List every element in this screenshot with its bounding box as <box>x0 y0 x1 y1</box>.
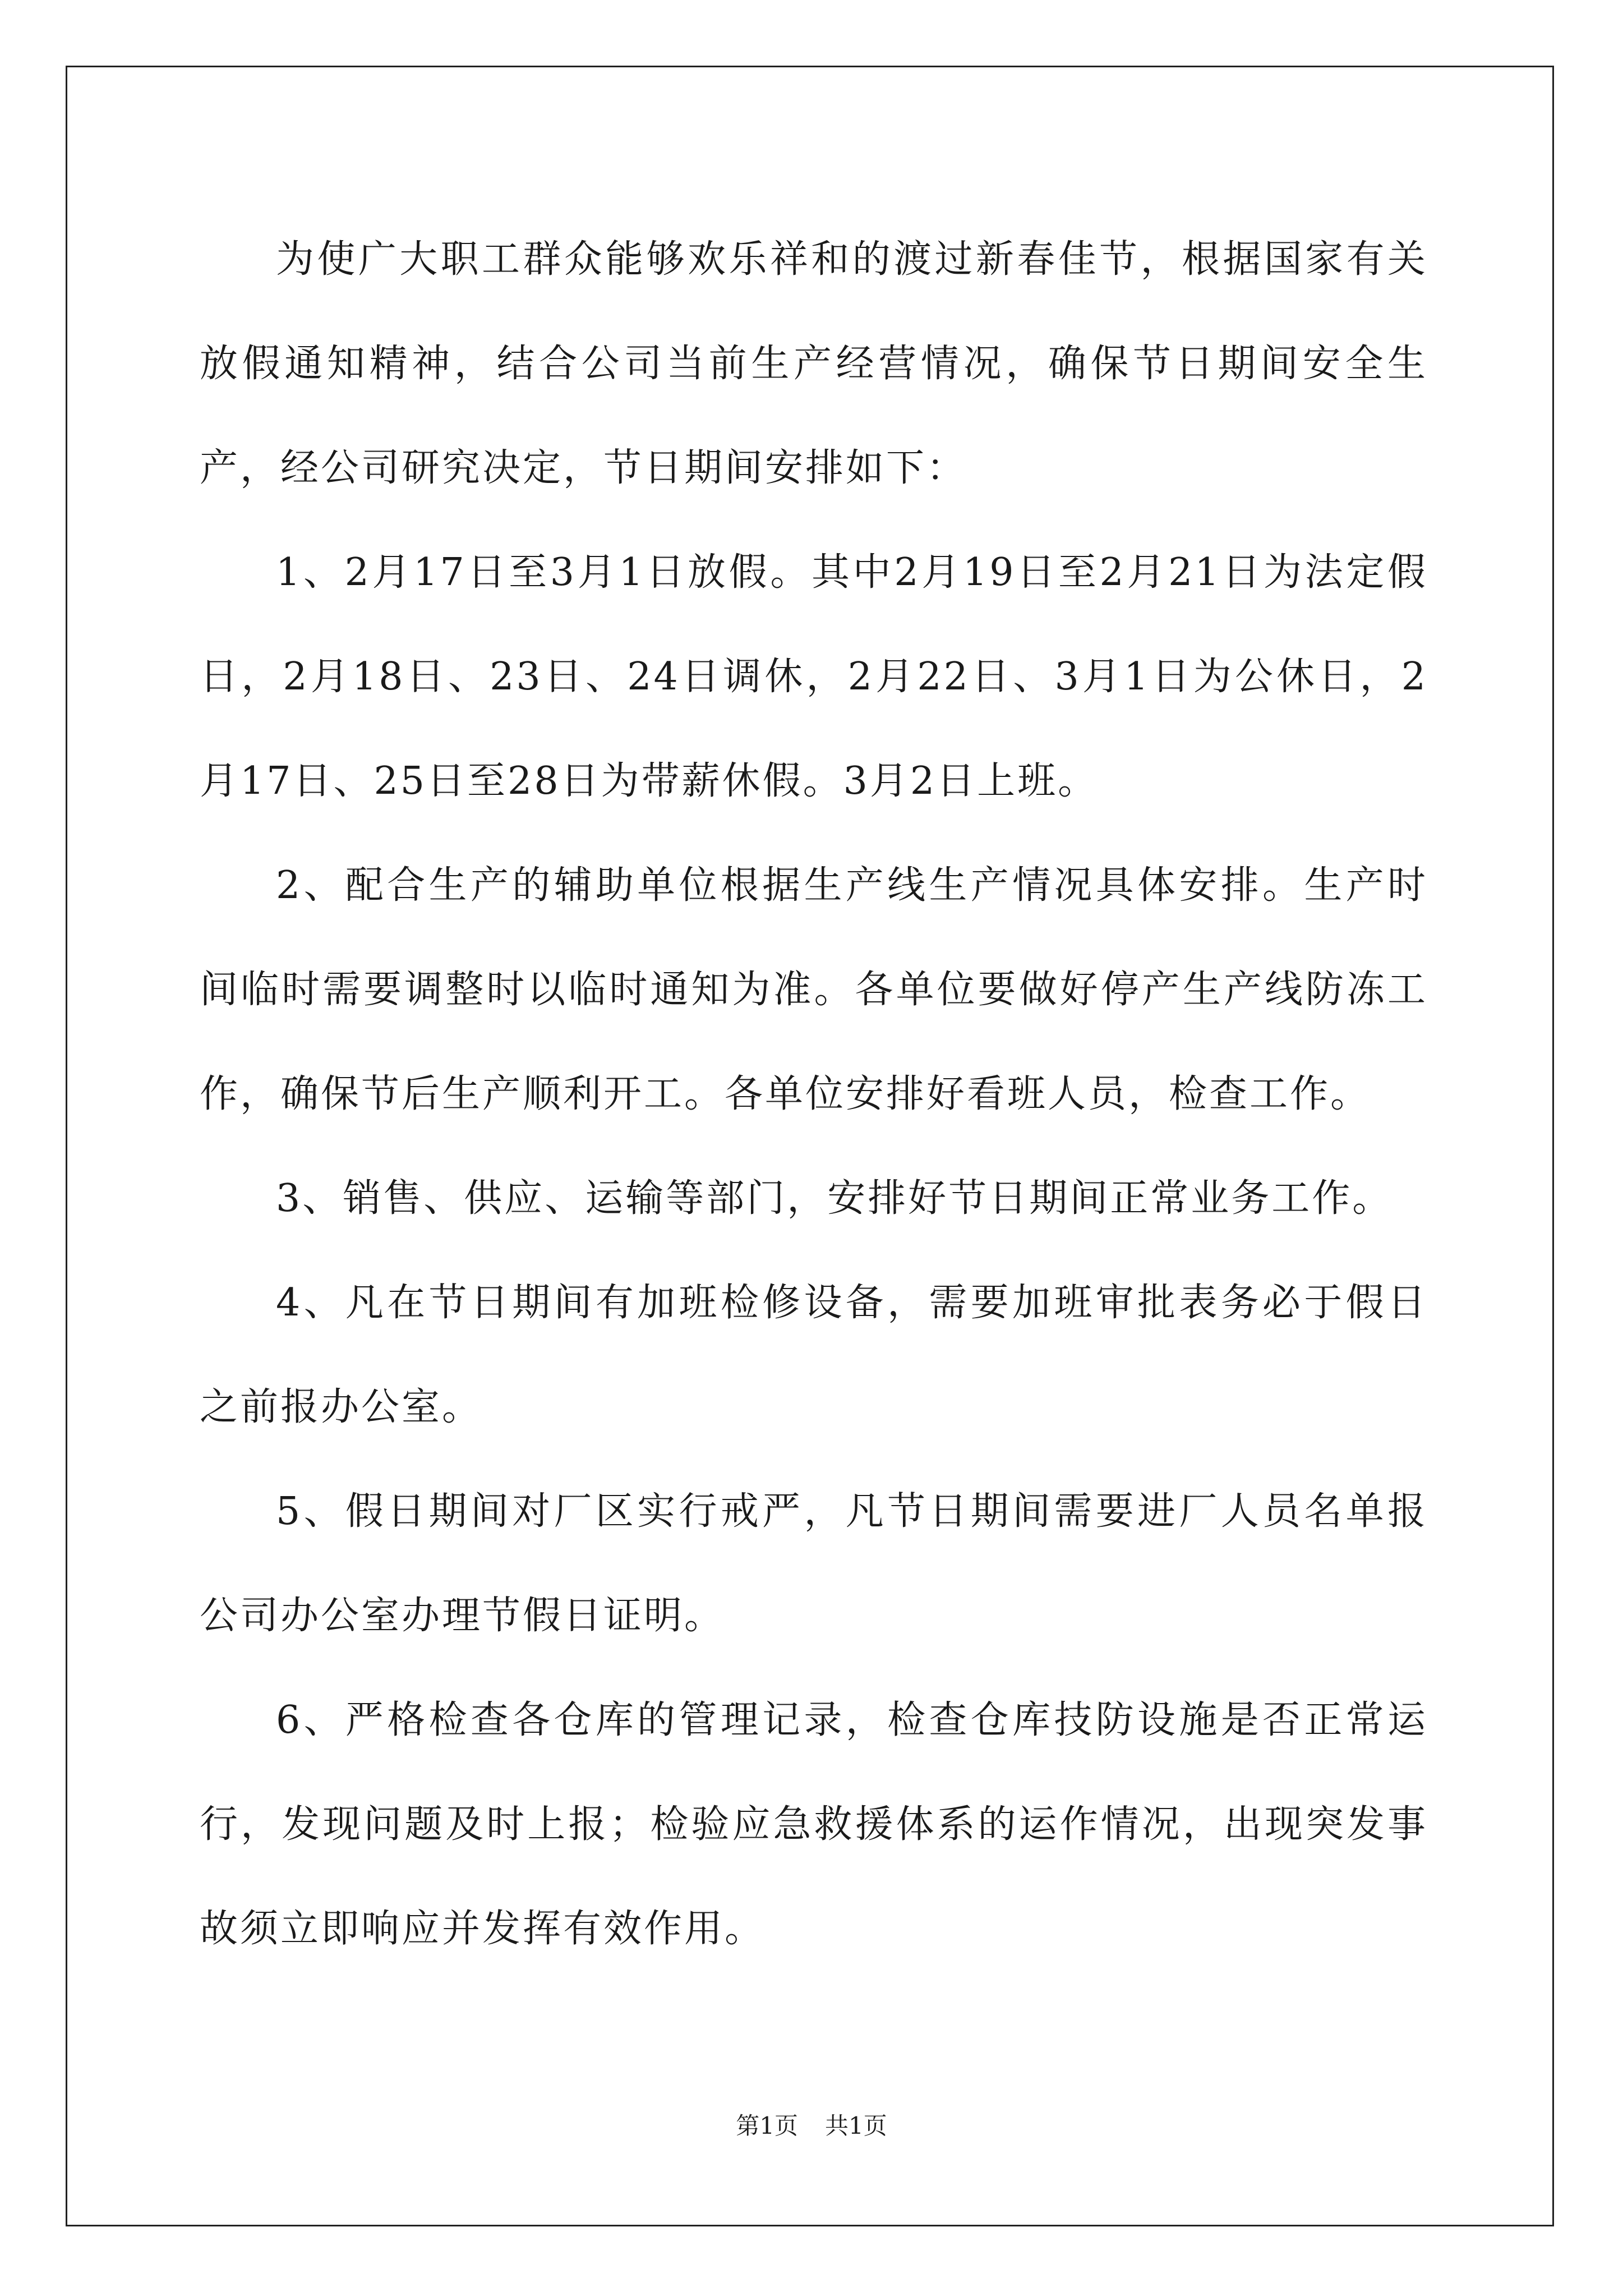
paragraph-item-2: 2、配合生产的辅助单位根据生产线生产情况具体安排。生产时间临时需要调整时以临时通知为准。各单位要做好停产生产线防冻工作，确保节后生产顺利开工。各单位安排好看班人员，检查工作。 <box>200 863 1428 1116</box>
paragraph-item-5: 5、假日期间对厂区实行戒严，凡节日期间需要进厂人员名单报公司办公室办理节假日证明。 <box>200 1489 1428 1638</box>
paragraph-item-4: 4、凡在节日期间有加班检修设备，需要加班审批表务必于假日之前报办公室。 <box>200 1281 1428 1429</box>
page-number: 第1页 <box>736 2112 798 2139</box>
document-body <box>200 208 1428 1981</box>
paragraph-item-1: 1、2月17日至3月1日放假。其中2月19日至2月21日为法定假日，2月18日、23日、24日调休，2月22日、3月1日为公休日，2月17日、25日至28日为带薪休假。3月2日上班。 <box>200 550 1428 803</box>
page-total: 共1页 <box>825 2112 887 2139</box>
page-footer <box>0 2110 1623 2142</box>
paragraph-item-3: 3、销售、供应、运输等部门，安排好节日期间正常业务工作。 <box>276 1176 1393 1221</box>
paragraph-intro: 为使广大职工群众能够欢乐祥和的渡过新春佳节，根据国家有关放假通知精神，结合公司当前生产经营情况，确保节日期间安全生产，经公司研究决定，节日期间安排如下： <box>200 237 1428 490</box>
paragraph-item-6: 6、严格检查各仓库的管理记录，检查仓库技防设施是否正常运行，发现问题及时上报；检验应急救援体系的运作情况，出现突发事故须立即响应并发挥有效作用。 <box>200 1698 1428 1951</box>
